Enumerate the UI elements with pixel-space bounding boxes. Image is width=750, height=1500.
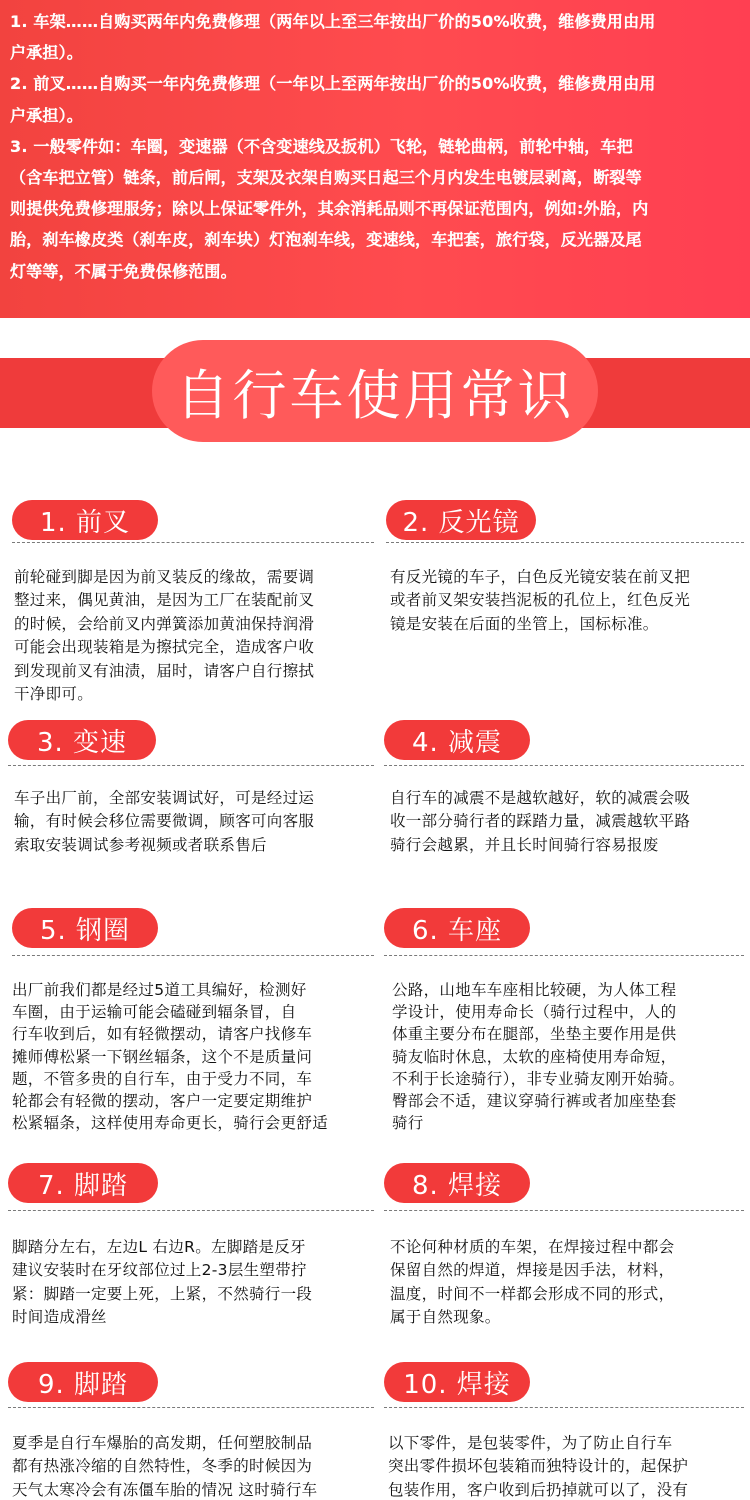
card-text-line: 轮都会有轻微的摆动，客户一定要定期维护 <box>12 1092 313 1111</box>
card-text-line: 收一部分骑行者的踩踏力量，减震越软平路 <box>390 812 691 831</box>
card-badge-pedal: 7. 脚踏 <box>8 1163 158 1203</box>
card-text-line: 骑行 <box>392 1114 424 1133</box>
card-text-line: 天气太寒冷会有冻僵车胎的情况 这时骑行车 <box>12 1480 318 1499</box>
card-text-line: 建议安装时在牙纹部位过上2-3层生塑带拧 <box>12 1261 307 1280</box>
card-badge-saddle: 6. 车座 <box>384 908 530 948</box>
card-badge-suspension: 4. 减震 <box>384 720 530 760</box>
card-text-line: 都有热涨冷缩的自然特性，冬季的时候因为 <box>12 1457 313 1476</box>
card-text-line: 出厂前我们都是经过5道工具编好，检测好 <box>12 981 307 999</box>
card-text-reflector <box>390 566 744 636</box>
card-divider <box>12 955 374 956</box>
card-text-line: 题，不管多贵的自行车，由于受力不同，车 <box>12 1069 313 1088</box>
card-divider <box>8 765 374 766</box>
section-banner <box>0 340 750 442</box>
card-text-line: 自行车的减震不是越软越好，软的减震会吸 <box>390 789 691 807</box>
card-text-suspension <box>390 787 744 857</box>
card-text-line: 的时候，会给前叉内弹簧添加黄油保持润滑 <box>14 614 315 633</box>
card-text-line: 紧：脚踏一定要上死，上紧，不然骑行一段 <box>12 1284 313 1303</box>
card-text-line: 干净即可。 <box>14 685 94 704</box>
warranty-line: 1. 车架……自购买两年内免费修理（两年以上至三年按出厂价的50%收费，维修费用由用 <box>10 12 656 31</box>
warranty-line: 则提供免费修理服务；除以上保证零件外，其余消耗品则不再保证范围内，例如:外胎，内 <box>10 199 649 219</box>
card-text-pedal-summer <box>12 1432 378 1500</box>
warranty-line: （含车把立管）链条，前后闸，支架及衣架自购买日起三个月内发生电镀层剥离，断裂等 <box>10 168 642 188</box>
banner-title: 自行车使用常识 <box>175 363 575 427</box>
card-text-line: 体重主要分布在腿部，坐垫主要作用是供 <box>392 1025 677 1044</box>
warranty-line: 3. 一般零件如：车圈，变速器（不含变速线及扳机）飞轮，链轮曲柄，前轮中轴，车把 <box>10 136 633 156</box>
card-text-line: 不利于长途骑行），非专业骑友刚开始骑。 <box>392 1069 685 1088</box>
card-text-line: 以下零件，是包装零件，为了防止自行车 <box>388 1434 673 1452</box>
card-text-line: 整过来，偶见黄油，是因为工厂在装配前叉 <box>14 591 315 610</box>
card-text-rim <box>12 979 384 1134</box>
card-badge-reflector: 2. 反光镜 <box>386 500 536 540</box>
card-text-line: 不论何种材质的车架，在焊接过程中都会 <box>390 1238 675 1256</box>
card-text-line: 镜是安装在后面的坐管上，国标标准。 <box>390 614 659 633</box>
card-text-front-fork <box>14 566 376 706</box>
card-text-line: 输，有时候会移位需要微调，顾客可向客服 <box>14 812 315 831</box>
card-badge-rim: 5. 钢圈 <box>12 908 158 948</box>
card-divider <box>8 1407 374 1408</box>
card-text-line: 或者前叉架安装挡泥板的孔位上，红色反光 <box>390 591 691 610</box>
warranty-line: 胎，刹车橡皮类（刹车皮，刹车块）灯泡刹车线，变速线，车把套，旅行袋，反光器及尾 <box>10 230 642 250</box>
card-divider <box>384 1210 744 1211</box>
card-text-line: 行车收到后，如有轻微摆动，请客户找修车 <box>12 1025 313 1044</box>
card-text-line: 车圈，由于运输可能会磕碰到辐条冒，自 <box>12 1003 297 1022</box>
card-text-line: 索取安装调试参考视频或者联系售后 <box>14 835 267 854</box>
card-text-line: 公路，山地车车座相比较硬，为人体工程 <box>392 981 677 999</box>
card-text-line: 骑友临时休息，太软的座椅使用寿命短， <box>392 1047 677 1066</box>
card-badge-front-fork: 1. 前叉 <box>12 500 158 540</box>
card-badge-packaging: 10. 焊接 <box>384 1362 530 1402</box>
card-text-line: 有反光镜的车子，白色反光镜安装在前叉把 <box>390 568 691 586</box>
card-text-line: 车子出厂前，全部安装调试好，可是经过运 <box>14 789 315 807</box>
card-text-line: 到发现前叉有油渍，届时，请客户自行擦拭 <box>14 661 315 680</box>
card-text-packaging <box>388 1432 744 1500</box>
card-text-line: 夏季是自行车爆胎的高发期，任何塑胶制品 <box>12 1434 313 1452</box>
card-text-line: 骑行会越累，并且长时间骑行容易报废 <box>390 835 659 854</box>
card-text-line: 前轮碰到脚是因为前叉装反的缘故，需要调 <box>14 568 315 586</box>
card-text-line: 脚踏分左右，左边L 右边R。左脚踏是反牙 <box>12 1238 306 1256</box>
card-badge-pedal-summer: 9. 脚踏 <box>8 1362 158 1402</box>
banner-pill <box>152 340 598 442</box>
card-divider <box>384 1407 744 1408</box>
card-badge-welding: 8. 焊接 <box>384 1163 530 1203</box>
card-divider <box>384 765 744 766</box>
card-divider <box>12 542 374 543</box>
card-text-line: 可能会出现装箱是为擦拭完全，造成客户收 <box>14 638 315 657</box>
card-text-line: 属于自然现象。 <box>390 1308 501 1327</box>
warranty-section <box>0 0 750 318</box>
card-divider <box>384 955 744 956</box>
card-divider <box>386 542 744 543</box>
warranty-line: 户承担）。 <box>10 105 84 125</box>
card-text-pedal <box>12 1236 378 1330</box>
card-text-line: 温度，时间不一样都会形成不同的形式， <box>390 1284 675 1303</box>
warranty-line: 2. 前叉……自购买一年内免费修理（一年以上至两年按出厂价的50%收费，维修费用由用 <box>10 74 656 94</box>
card-text-line: 包装作用，客户收到后扔掉就可以了，没有 <box>388 1480 689 1499</box>
card-text-line: 摊师傅松紧一下钢丝辐条，这个不是质量问 <box>12 1047 313 1066</box>
warranty-line: 灯等等，不属于免费保修范围。 <box>10 261 237 281</box>
card-text-welding <box>390 1236 744 1330</box>
card-text-line: 突出零件损坏包装箱而独特设计的，起保护 <box>388 1457 689 1476</box>
card-divider <box>8 1210 374 1211</box>
card-text-line: 松紧辐条，这样使用寿命更长，骑行会更舒适 <box>12 1114 329 1133</box>
card-text-saddle <box>392 979 744 1134</box>
warranty-line: 户承担）。 <box>10 43 84 63</box>
card-text-line: 学设计，使用寿命长（骑行过程中，人的 <box>392 1003 677 1022</box>
card-text-line: 保留自然的焊道，焊接是因手法，材料， <box>390 1261 675 1280</box>
card-text-gears <box>14 787 376 857</box>
card-badge-gears: 3. 变速 <box>8 720 156 760</box>
card-text-line: 时间造成滑丝 <box>12 1308 107 1327</box>
card-text-line: 臀部会不适，建议穿骑行裤或者加座垫套 <box>392 1092 677 1111</box>
